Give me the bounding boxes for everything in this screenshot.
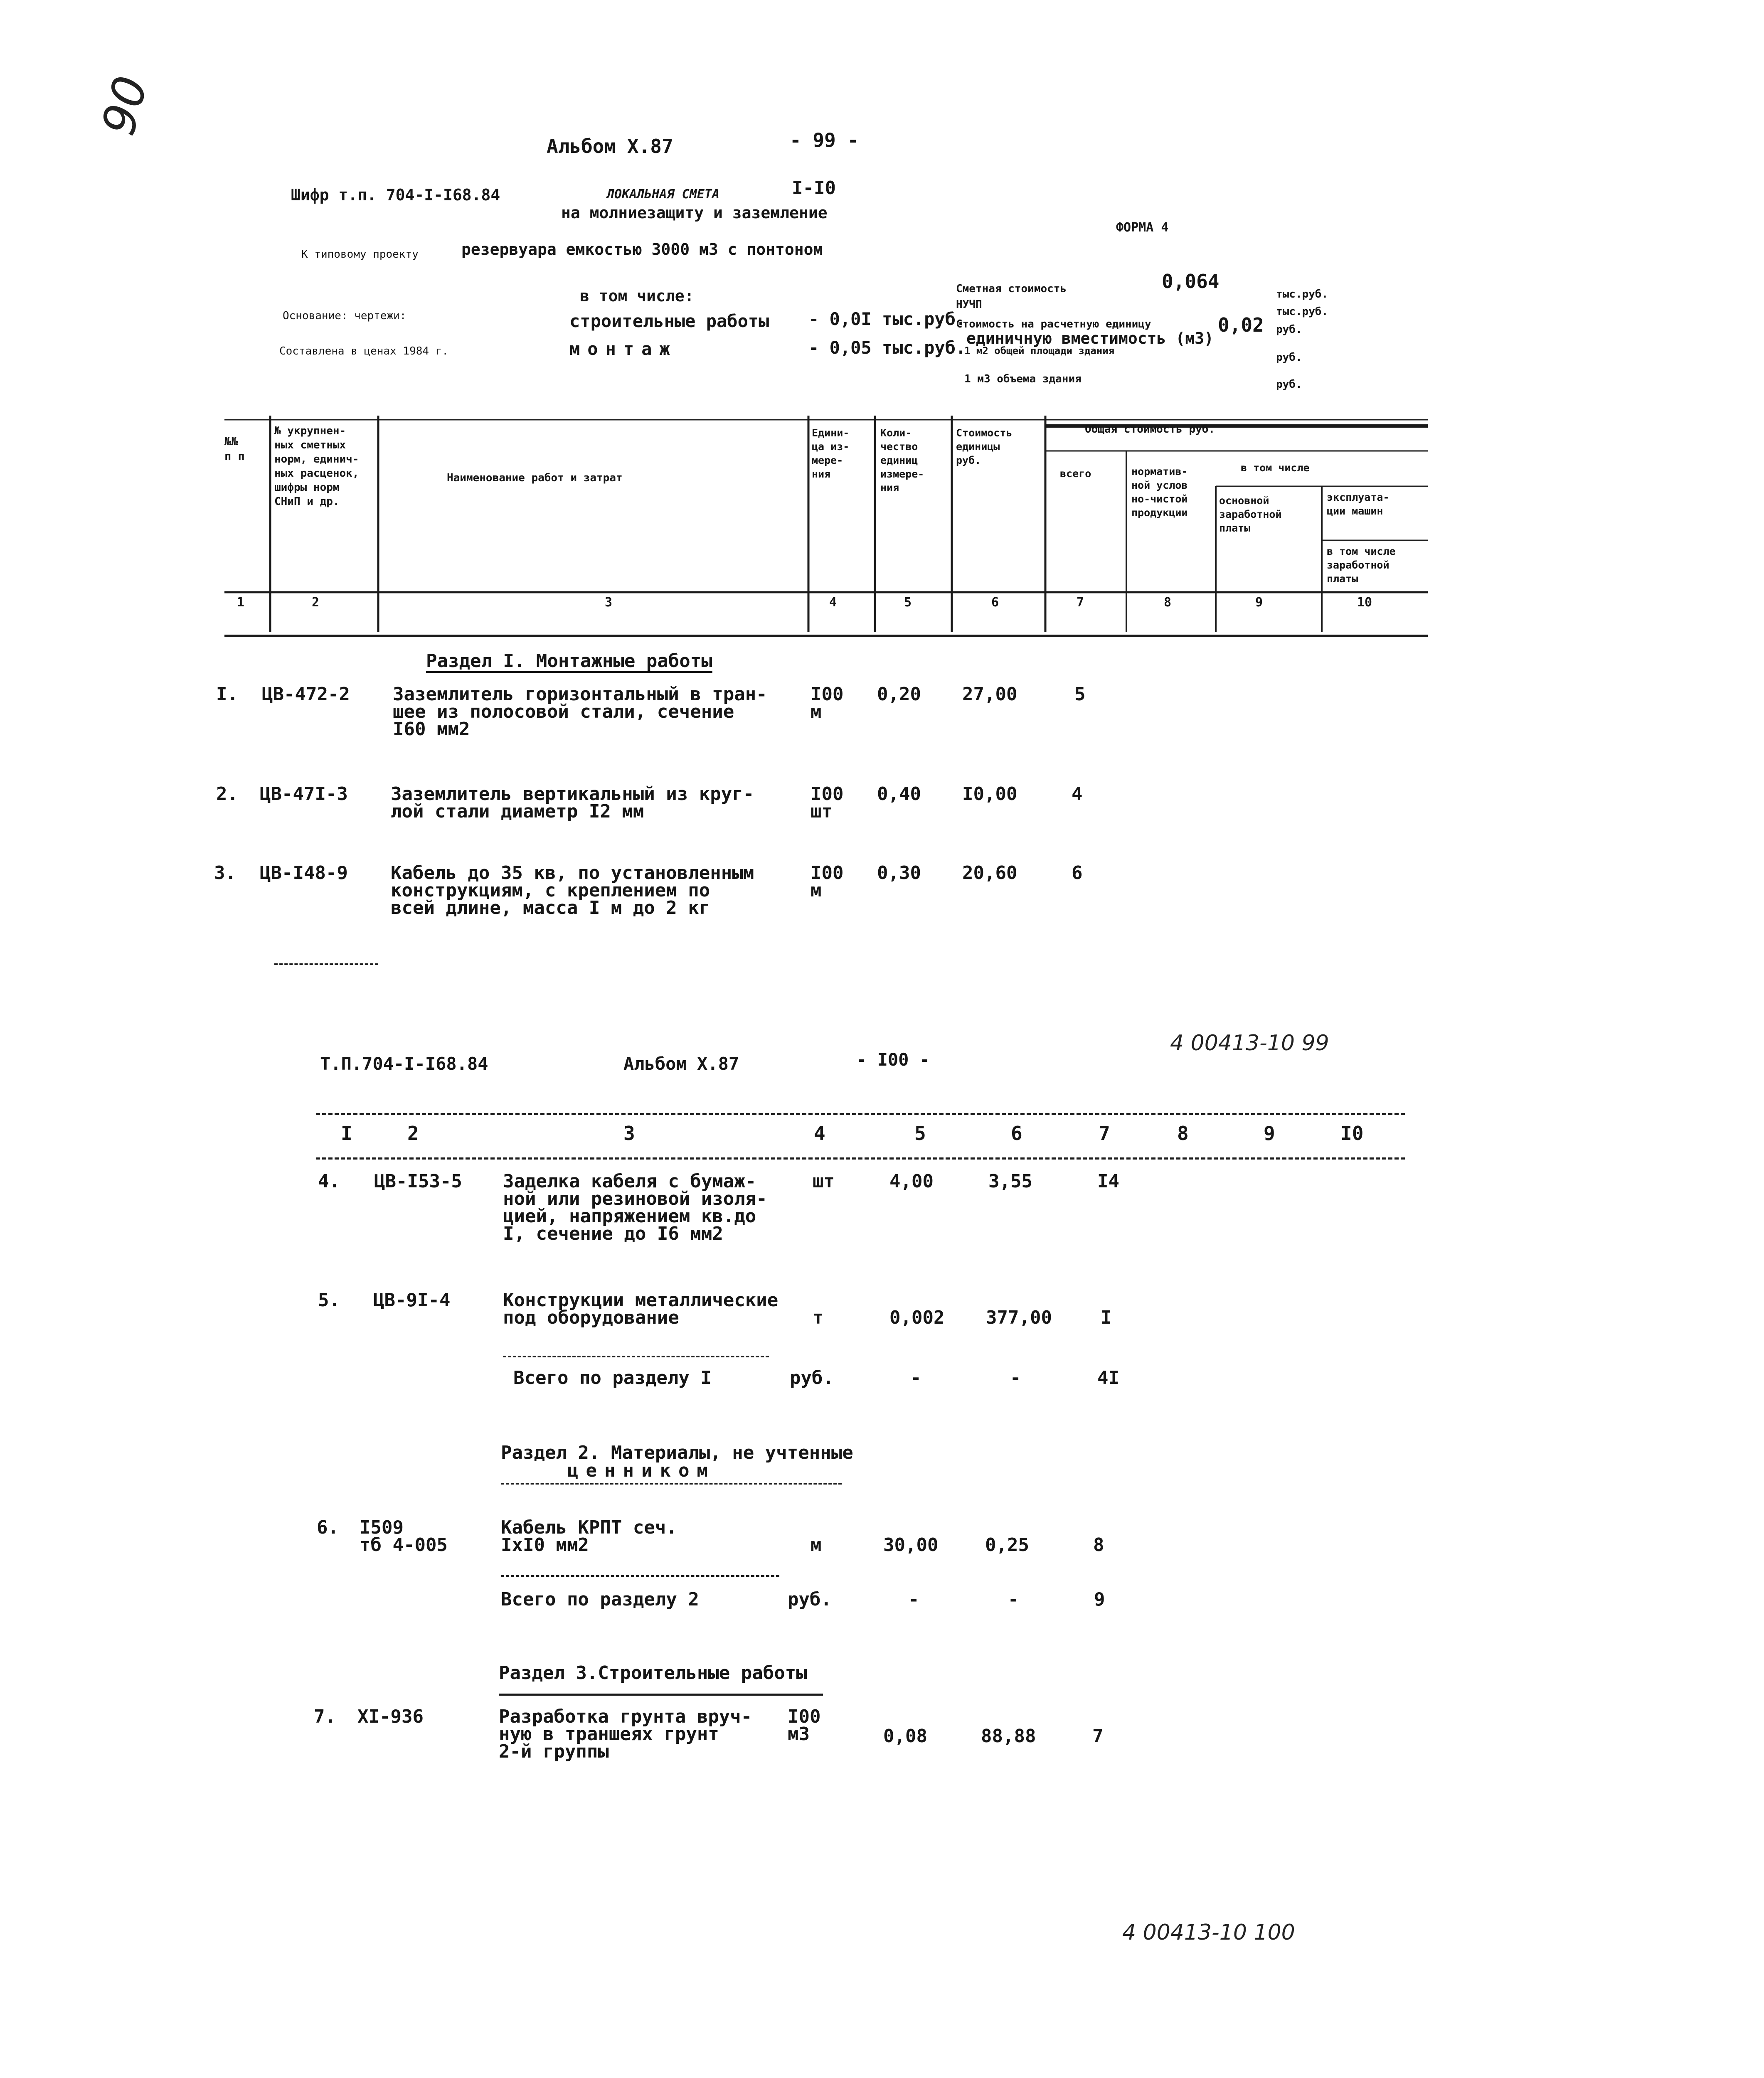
header-col-1: №№ п п bbox=[224, 435, 245, 463]
row-name: Заземлитель вертикальный из круг- лой стали диаметр I2 мм bbox=[391, 783, 754, 822]
construction-value: - 0,0I тыс.руб. bbox=[808, 309, 966, 329]
section2-title-line2: ценником bbox=[567, 1460, 715, 1481]
row-unit: I00 м bbox=[811, 862, 844, 901]
montage-label: монтаж bbox=[569, 339, 678, 359]
page2-header-rule-top bbox=[316, 1113, 1405, 1115]
row-name: Заземлитель горизонтальный в тран- шее из полосовой стали, сечение I60 мм2 bbox=[393, 684, 767, 740]
row-total: 7 bbox=[1092, 1726, 1104, 1747]
subtotal-price: - bbox=[1010, 1367, 1021, 1389]
row-name: Конструкции металлические под оборудование bbox=[503, 1290, 779, 1328]
unit-cost-unit: руб. bbox=[1276, 323, 1302, 336]
corner-handwritten-mark: 90 bbox=[91, 70, 158, 141]
row-qty: 0,40 bbox=[877, 783, 921, 805]
subtotal-total: 4I bbox=[1097, 1367, 1119, 1389]
stamp-page-100: 4 00413-10 100 bbox=[1122, 1920, 1295, 1945]
header-col-9: основной заработной платы bbox=[1219, 495, 1282, 534]
montage-value: - 0,05 тыс.руб. bbox=[808, 337, 966, 358]
row-name: Кабель КРПТ сеч. IхI0 мм2 bbox=[501, 1517, 677, 1556]
row-price: 27,00 bbox=[962, 684, 1018, 705]
row-unit: I00 м3 bbox=[788, 1706, 821, 1745]
p2-col-number-5: 5 bbox=[914, 1122, 926, 1145]
col-number-3: 3 bbox=[605, 595, 613, 610]
row-total: 8 bbox=[1093, 1534, 1104, 1556]
row-unit: шт bbox=[813, 1171, 835, 1192]
row-qty: 0,002 bbox=[889, 1307, 945, 1328]
row-total: 4 bbox=[1072, 783, 1083, 805]
col-number-1: 1 bbox=[237, 595, 245, 610]
col-number-7: 7 bbox=[1077, 595, 1084, 610]
estimate-cost-label: Сметная стоимость bbox=[956, 283, 1067, 295]
header-col-3: Наименование работ и затрат bbox=[447, 472, 623, 484]
row-unit: т bbox=[813, 1307, 824, 1328]
row-name: Разработка грунта вруч- ную в траншеях грунт 2-й группы bbox=[499, 1706, 752, 1762]
p2-col-number-1: I bbox=[341, 1122, 352, 1145]
p2-col-number-7: 7 bbox=[1099, 1122, 1110, 1145]
nuchp-unit: тыс.руб. bbox=[1276, 305, 1328, 318]
col-number-2: 2 bbox=[312, 595, 320, 610]
subtotal1-rule bbox=[503, 1356, 769, 1357]
header-total-group: Общая стоимость руб. bbox=[1085, 423, 1215, 436]
subtotal-unit: руб. bbox=[790, 1367, 834, 1389]
estimate-cost-value: 0,064 bbox=[1162, 270, 1220, 293]
subtotal-qty: - bbox=[910, 1367, 921, 1389]
p2-col-number-8: 8 bbox=[1177, 1122, 1189, 1145]
volume-unit: руб. bbox=[1276, 378, 1302, 391]
p2-col-number-9: 9 bbox=[1264, 1122, 1275, 1145]
row-price: 88,88 bbox=[981, 1726, 1036, 1747]
row-unit: м bbox=[811, 1534, 822, 1556]
subtotal-label: Всего по разделу I bbox=[513, 1367, 712, 1389]
project-prefix: К типовому проекту bbox=[301, 248, 419, 261]
row-name: Кабель до 35 кв, по установленным конструкциям, с креплением по всей длине, масса I м до 2 кг bbox=[391, 862, 754, 918]
row-price: 3,55 bbox=[988, 1171, 1032, 1192]
project-name: резервуара емкостью 3000 м3 с понтоном bbox=[461, 240, 823, 259]
row-code: ЦВ-I53-5 bbox=[374, 1171, 462, 1192]
row-price: 0,25 bbox=[985, 1534, 1029, 1556]
header-col-2: № укрупнен- ных сметных норм, единич- ных расценок, шифры норм СНиП и др. bbox=[274, 425, 359, 508]
stamp-page-99: 4 00413-10 99 bbox=[1170, 1031, 1329, 1056]
subtotal-total: 9 bbox=[1094, 1589, 1105, 1610]
row-unit: I00 шт bbox=[811, 783, 844, 822]
row-code: I509 тб 4-005 bbox=[360, 1517, 448, 1556]
row-number: 2. bbox=[216, 783, 238, 805]
header-including: в том числе bbox=[1241, 462, 1310, 474]
section3-title: Раздел 3.Строительные работы bbox=[499, 1662, 807, 1684]
subtotal-unit: руб. bbox=[788, 1589, 832, 1610]
row-total: I bbox=[1101, 1307, 1112, 1328]
row-number: I. bbox=[216, 684, 238, 705]
page2-header-rule-bottom bbox=[316, 1157, 1405, 1160]
row-number: 3. bbox=[214, 862, 236, 884]
prices-year-label: Составлена в ценах 1984 г. bbox=[279, 345, 448, 357]
estimate-subject: на молниезащиту и заземление bbox=[561, 204, 828, 222]
col-number-5: 5 bbox=[904, 595, 912, 610]
area-unit: руб. bbox=[1276, 351, 1302, 364]
row-qty: 0,08 bbox=[883, 1726, 927, 1747]
nuchp-label: НУЧП bbox=[956, 298, 982, 311]
page2-album: Альбом Х.87 bbox=[623, 1054, 739, 1074]
col-number-6: 6 bbox=[991, 595, 999, 610]
page2-number: - I00 - bbox=[856, 1049, 930, 1070]
page-number: - 99 - bbox=[790, 129, 859, 151]
subtotal-label: Всего по разделу 2 bbox=[501, 1589, 699, 1610]
row-name: Заделка кабеля с бумаж- ной или резиновой изоля- цией, напряжением кв.до I, сечение до I6 мм2 bbox=[503, 1171, 767, 1244]
form-label: ФОРМА 4 bbox=[1116, 220, 1169, 235]
page1-end-rule bbox=[274, 963, 378, 965]
row-code: ЦВ-9I-4 bbox=[373, 1290, 451, 1311]
p2-col-number-6: 6 bbox=[1011, 1122, 1022, 1145]
unit-cost-value: 0,02 bbox=[1218, 314, 1264, 336]
col-number-9: 9 bbox=[1255, 595, 1263, 610]
p2-col-number-2: 2 bbox=[407, 1122, 419, 1145]
page2-code: Т.П.704-I-I68.84 bbox=[320, 1054, 488, 1074]
row-qty: 0,20 bbox=[877, 684, 921, 705]
document-code: Шифр т.п. 704-I-I68.84 bbox=[291, 186, 500, 204]
subtotal2-rule bbox=[501, 1575, 779, 1577]
row-code: ХI-936 bbox=[357, 1706, 424, 1727]
section-code: I-I0 bbox=[792, 177, 836, 199]
p2-col-number-3: 3 bbox=[623, 1122, 635, 1145]
estimate-cost-unit: тыс.руб. bbox=[1276, 288, 1328, 300]
row-code: ЦВ-I48-9 bbox=[260, 862, 348, 884]
row-unit: I00 м bbox=[811, 684, 844, 722]
row-price: I0,00 bbox=[962, 783, 1018, 805]
header-col-8: норматив- ной услов но-чистой продукции bbox=[1131, 465, 1188, 519]
header-col-10: эксплуата- ции машин bbox=[1327, 491, 1390, 517]
estimate-title: ЛОКАЛЬНАЯ СМЕТА bbox=[607, 187, 719, 202]
basis-label: Основание: чертежи: bbox=[283, 310, 407, 322]
section3-underline bbox=[499, 1694, 823, 1696]
row-number: 5. bbox=[318, 1290, 340, 1311]
row-number: 7. bbox=[314, 1706, 336, 1727]
header-col-6: Стоимость единицы руб. bbox=[956, 427, 1013, 466]
unit-cost-label: Стоимость на расчетную единицу bbox=[956, 318, 1151, 330]
section2-title: Раздел 2. Материалы, не учтенные bbox=[501, 1442, 853, 1463]
row-code: ЦВ-47I-3 bbox=[260, 783, 348, 805]
row-qty: 0,30 bbox=[877, 862, 921, 884]
row-price: 20,60 bbox=[962, 862, 1018, 884]
p2-col-number-10: I0 bbox=[1340, 1122, 1364, 1145]
col-number-4: 4 bbox=[829, 595, 837, 610]
header-col-4: Едини- ца из- мере- ния bbox=[812, 427, 850, 480]
row-qty: 30,00 bbox=[883, 1534, 939, 1556]
subtotal-qty: - bbox=[908, 1589, 919, 1610]
col-number-8: 8 bbox=[1164, 595, 1172, 610]
row-number: 4. bbox=[318, 1171, 340, 1192]
row-total: 6 bbox=[1072, 862, 1083, 884]
row-price: 377,00 bbox=[986, 1307, 1052, 1328]
area-label: 1 м2 общей площади здания bbox=[964, 345, 1115, 357]
row-total: 5 bbox=[1074, 684, 1086, 705]
row-number: 6. bbox=[317, 1517, 339, 1538]
section1-title: Раздел I. Монтажные работы bbox=[426, 650, 712, 672]
col-number-10: 10 bbox=[1357, 595, 1372, 610]
unit-volume-label: единичную вместимость (м3) bbox=[966, 329, 1214, 347]
row-qty: 4,00 bbox=[889, 1171, 934, 1192]
section2-underline bbox=[501, 1483, 842, 1485]
row-code: ЦВ-472-2 bbox=[262, 684, 350, 705]
p2-col-number-4: 4 bbox=[814, 1122, 825, 1145]
header-col-7: всего bbox=[1060, 468, 1091, 480]
album-label: Альбом Х.87 bbox=[547, 135, 673, 158]
row-total: I4 bbox=[1097, 1171, 1119, 1192]
header-col-10b: в том числе заработной платы bbox=[1327, 545, 1396, 585]
construction-label: строительные работы bbox=[569, 311, 769, 331]
including-label: в том числе: bbox=[580, 287, 694, 305]
subtotal-price: - bbox=[1008, 1589, 1019, 1610]
header-col-5: Коли- чество единиц измере- ния bbox=[880, 427, 924, 494]
volume-label: 1 м3 объема здания bbox=[964, 373, 1082, 385]
